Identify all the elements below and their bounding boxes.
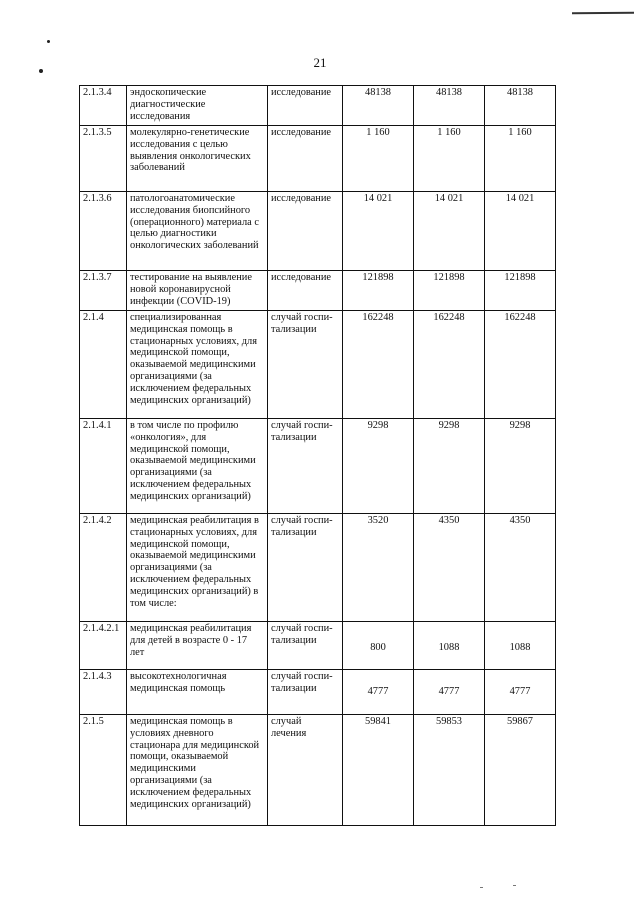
scan-artifact-dot <box>47 40 50 43</box>
row-value-1: 4777 <box>343 670 414 715</box>
row-value-2: 14 021 <box>414 192 485 271</box>
row-code: 2.1.4 <box>80 311 127 419</box>
row-value-1: 800 <box>343 622 414 670</box>
row-unit: исследование <box>268 192 343 271</box>
row-value-3: 1088 <box>485 622 556 670</box>
row-name: медицинская реабилитация для детей в возрасте 0 - 17 лет <box>127 622 268 670</box>
row-value-3: 1 160 <box>485 126 556 192</box>
row-value-1: 59841 <box>343 715 414 826</box>
scan-artifact-dot <box>513 885 516 886</box>
table-row <box>80 271 556 311</box>
row-value-2: 1 160 <box>414 126 485 192</box>
row-name: эндоскопические диагностические исследования <box>127 86 268 126</box>
row-value-3: 121898 <box>485 271 556 311</box>
row-code: 2.1.3.4 <box>80 86 127 126</box>
row-unit: случай госпи-тализации <box>268 622 343 670</box>
row-unit: исследование <box>268 126 343 192</box>
row-code: 2.1.3.6 <box>80 192 127 271</box>
row-unit: случай госпи-тализации <box>268 514 343 622</box>
row-unit: случай госпи-тализации <box>268 670 343 715</box>
row-name: медицинская помощь в условиях дневного стационара для медицинской помощи, оказываемой медицинскими организациями (за исключением федеральных медицинских организаций) <box>127 715 268 826</box>
row-name: тестирование на выявление новой коронавирусной инфекции (COVID-19) <box>127 271 268 311</box>
row-value-2: 9298 <box>414 419 485 514</box>
row-code: 2.1.4.2.1 <box>80 622 127 670</box>
row-value-1: 48138 <box>343 86 414 126</box>
row-code: 2.1.3.5 <box>80 126 127 192</box>
scan-artifact-dot <box>480 887 483 888</box>
row-unit: исследование <box>268 86 343 126</box>
page-number: 21 <box>313 55 327 70</box>
row-value-3: 4777 <box>485 670 556 715</box>
row-value-2: 59853 <box>414 715 485 826</box>
volume-table <box>79 85 556 826</box>
scan-artifact-line <box>572 12 634 15</box>
table-row <box>80 419 556 514</box>
row-value-1: 121898 <box>343 271 414 311</box>
row-value-1: 9298 <box>343 419 414 514</box>
row-value-3: 14 021 <box>485 192 556 271</box>
row-value-2: 121898 <box>414 271 485 311</box>
row-value-1: 3520 <box>343 514 414 622</box>
row-value-3: 162248 <box>485 311 556 419</box>
row-unit: случай госпи-тализации <box>268 419 343 514</box>
row-name: медицинская реабилитация в стационарных условиях, для медицинской помощи, оказываемой медицинскими организациями (за исключением федеральных медицинских организаций) в том числе: <box>127 514 268 622</box>
row-name: молекулярно-генетические исследования с целью выявления онкологических заболеваний <box>127 126 268 192</box>
row-value-2: 4350 <box>414 514 485 622</box>
row-value-3: 9298 <box>485 419 556 514</box>
row-code: 2.1.3.7 <box>80 271 127 311</box>
row-unit: исследование <box>268 271 343 311</box>
row-name: высокотехнологичная медицинская помощь <box>127 670 268 715</box>
row-value-1: 14 021 <box>343 192 414 271</box>
row-name: патологоанатомические исследования биопсийного (операционного) материала с целью диагностики онкологических заболеваний <box>127 192 268 271</box>
row-name: специализированная медицинская помощь в стационарных условиях, для медицинской помощи, оказываемой медицинскими организациями (за исключением федеральных медицинских организаций) <box>127 311 268 419</box>
row-value-2: 162248 <box>414 311 485 419</box>
table-row <box>80 715 556 826</box>
table-row <box>80 622 556 670</box>
row-value-3: 4350 <box>485 514 556 622</box>
row-value-2: 48138 <box>414 86 485 126</box>
row-value-1: 162248 <box>343 311 414 419</box>
table-row <box>80 514 556 622</box>
row-value-1: 1 160 <box>343 126 414 192</box>
row-code: 2.1.5 <box>80 715 127 826</box>
table-row <box>80 192 556 271</box>
table-row <box>80 126 556 192</box>
row-unit: случай госпи-тализации <box>268 311 343 419</box>
row-value-3: 48138 <box>485 86 556 126</box>
table-row <box>80 670 556 715</box>
row-value-2: 1088 <box>414 622 485 670</box>
row-code: 2.1.4.1 <box>80 419 127 514</box>
row-value-3: 59867 <box>485 715 556 826</box>
table-row <box>80 311 556 419</box>
row-unit: случай лечения <box>268 715 343 826</box>
row-value-2: 4777 <box>414 670 485 715</box>
table-row <box>80 86 556 126</box>
row-name: в том числе по профилю «онкология», для медицинской помощи, оказываемой медицинскими организациями (за исключением федеральных медицинских организаций) <box>127 419 268 514</box>
row-code: 2.1.4.2 <box>80 514 127 622</box>
row-code: 2.1.4.3 <box>80 670 127 715</box>
